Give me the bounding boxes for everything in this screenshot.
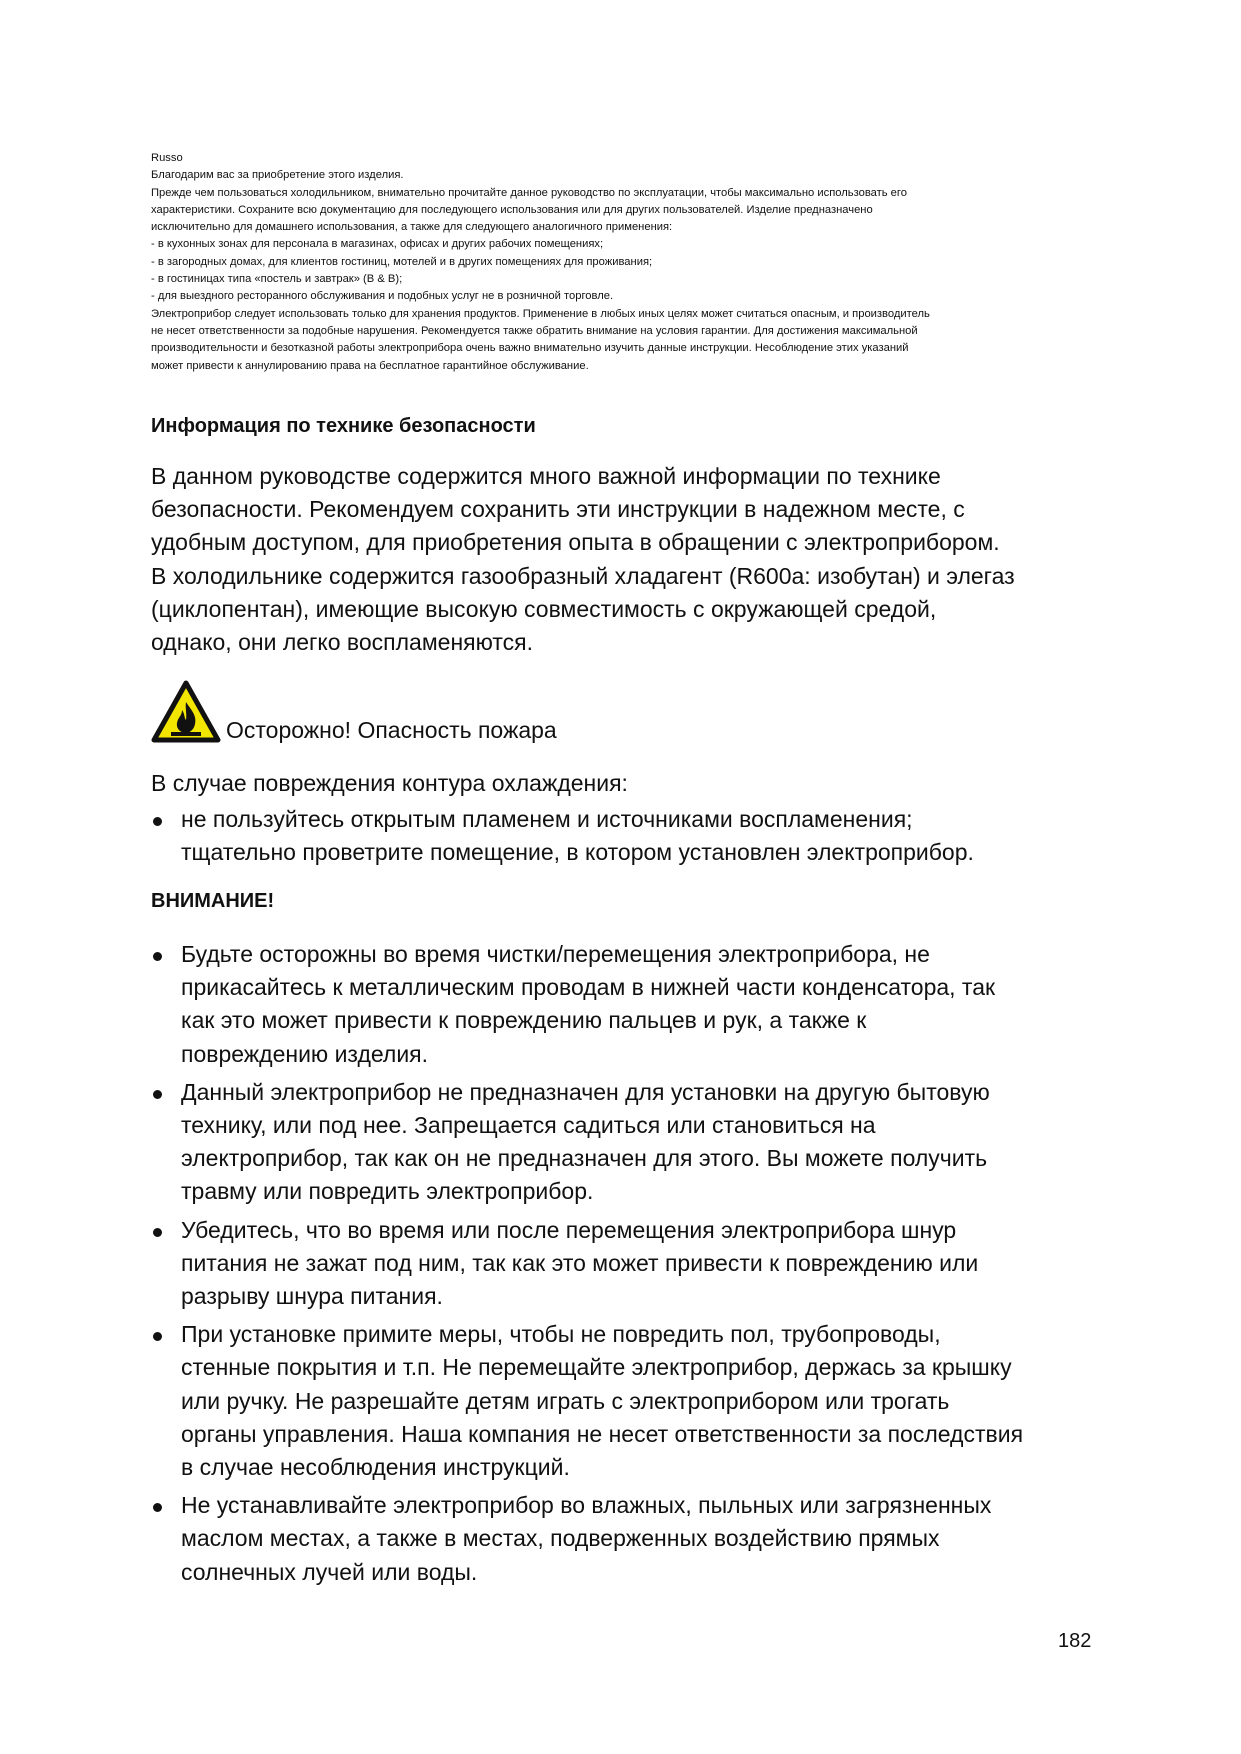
list-item-line: как это может привести к повреждению пальцев и рук, а также к	[181, 1007, 867, 1034]
list-item-line: повреждению изделия.	[181, 1040, 429, 1067]
safety-heading: Информация по технике безопасности	[151, 415, 536, 437]
list-item-line: питания не зажат под ним, так как это может привести к повреждению или	[181, 1249, 979, 1276]
cooling-damage-title: В случае повреждения контура охлаждения:	[151, 770, 628, 796]
list-item-line: прикасайтесь к металлическим проводам в нижней части конденсатора, так	[181, 974, 996, 1001]
list-item-line: разрыву шнура питания.	[181, 1283, 443, 1310]
intro-line: удобным доступом, для приобретения опыта в обращении с электроприбором.	[151, 529, 1000, 556]
attention-heading: ВНИМАНИЕ!	[151, 890, 275, 912]
list-item-line: При установке примите меры, чтобы не повредить пол, трубопроводы,	[181, 1321, 941, 1348]
list-item-line: солнечных лучей или воды.	[181, 1558, 478, 1585]
list-item-line: или ручку. Не разрешайте детям играть с электроприбором или трогать	[181, 1387, 950, 1414]
bullet-icon	[153, 1503, 162, 1512]
preface-line: производительности и безотказной работы электроприбора очень важно внимательно изучить данные инструкции. Несоблюдение этих указаний	[151, 342, 909, 355]
list-item-line: технику, или под нее. Запрещается садиться или становиться на	[181, 1112, 876, 1139]
preface-line: Прежде чем пользоваться холодильником, внимательно прочитайте данное руководство по эксплуатации, чтобы максимально использовать его	[151, 186, 907, 199]
flammable-warning-icon	[151, 680, 221, 744]
fire-warning-text: Осторожно! Опасность пожара	[226, 717, 557, 743]
list-item-line: органы управления. Наша компания не несет ответственности за последствия	[181, 1420, 1024, 1447]
preface-line: - в загородных домах, для клиентов гостиниц, мотелей и в других помещениях для проживания;	[151, 255, 653, 268]
list-item-line: травму или повредить электроприбор.	[181, 1178, 594, 1205]
list-item	[151, 1076, 1101, 1209]
bullet-icon	[153, 1228, 162, 1237]
safety-intro	[151, 460, 1111, 659]
list-item	[151, 1214, 1101, 1314]
preface-block	[151, 150, 1091, 375]
list-item-line: Не устанавливайте электроприбор во влажных, пыльных или загрязненных	[181, 1492, 992, 1519]
list-item	[151, 1489, 1101, 1589]
preface-line: - в кухонных зонах для персонала в магазинах, офисах и других рабочих помещениях;	[151, 238, 604, 251]
intro-line: В данном руководстве содержится много важной информации по технике	[151, 463, 941, 489]
list-item	[151, 1318, 1101, 1484]
preface-line: не несет ответственности за подобные нарушения. Рекомендуется также обратить внимание на условия гарантии. Для достижения максимальной	[151, 324, 918, 337]
intro-line: безопасности. Рекомендуем сохранить эти инструкции в надежном месте, с	[151, 496, 965, 523]
list-item-line: в случае несоблюдения инструкций.	[181, 1454, 570, 1481]
page-number: 182	[1058, 1630, 1092, 1652]
preface-line: - в гостиницах типа «постель и завтрак» (B & B);	[151, 273, 403, 286]
list-item-line: маслом местах, а также в местах, подверженных воздействию прямых	[181, 1525, 940, 1552]
bullet-icon	[153, 1090, 162, 1099]
intro-line: В холодильнике содержится газообразный хладагент (R600a: изобутан) и элегаз	[151, 562, 1015, 589]
bullet-icon	[153, 817, 162, 826]
preface-line: Благодарим вас за приобретение этого изделия.	[151, 169, 404, 182]
bullet-icon	[153, 952, 162, 961]
list-item-line: Убедитесь, что во время или после перемещения электроприбора шнур	[181, 1216, 957, 1243]
intro-line: (циклопентан), имеющие высокую совместимость с окружающей средой,	[151, 595, 937, 622]
list-item-line: электроприбор, так как он не предназначен для этого. Вы можете получить	[181, 1145, 988, 1172]
list-item-line: стенные покрытия и т.п. Не перемещайте электроприбор, держась за крышку	[181, 1354, 1012, 1381]
list-item	[151, 938, 1101, 1071]
preface-line: исключительно для домашнего использования, а также для следующего аналогичного применения:	[151, 221, 673, 234]
preface-line: Электроприбор следует использовать только для хранения продуктов. Применение в любых иных целях может считаться опасным, и производитель	[151, 307, 930, 320]
intro-line: однако, они легко воспламеняются.	[151, 629, 533, 656]
attention-list	[151, 938, 1101, 1589]
list-item-line: не пользуйтесь открытым пламенем и источниками воспламенения;	[181, 806, 913, 832]
preface-line: Russo	[151, 152, 183, 164]
cooling-damage-list	[151, 803, 1101, 869]
bullet-icon	[153, 1332, 162, 1341]
preface-line: характеристики. Сохраните всю документацию для последующего использования или для других пользователей. Изделие предназначено	[151, 203, 873, 216]
list-item-line: Будьте осторожны во время чистки/перемещения электроприбора, не	[181, 941, 930, 967]
list-item-line: Данный электроприбор не предназначен для установки на другую бытовую	[181, 1078, 990, 1105]
preface-line: - для выездного ресторанного обслуживания и подобных услуг не в розничной торговле.	[151, 290, 614, 303]
list-item	[151, 803, 1101, 869]
preface-line: может привести к аннулированию права на бесплатное гарантийное обслуживание.	[151, 359, 589, 372]
list-item-line: тщательно проветрите помещение, в котором установлен электроприбор.	[181, 839, 974, 866]
